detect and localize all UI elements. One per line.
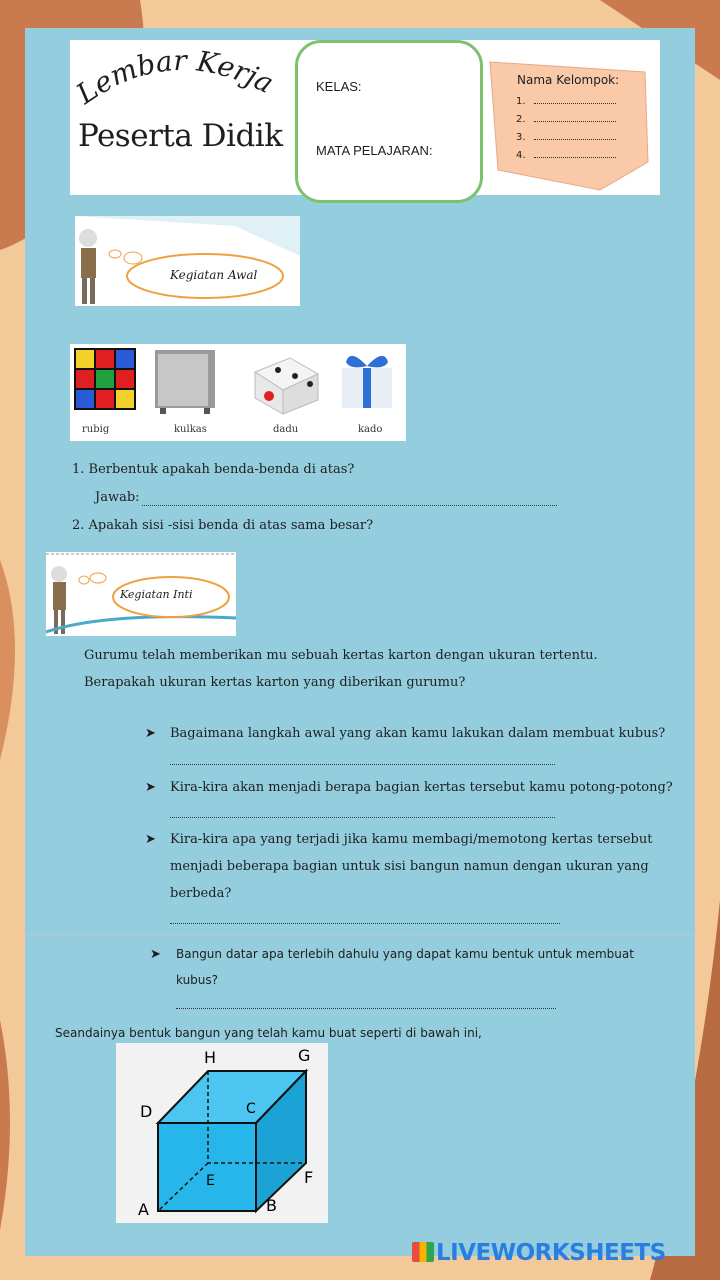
bullet-3-answer-field[interactable] xyxy=(170,923,560,924)
bullet-1: Bagaimana langkah awal yang akan kamu lakukan dalam membuat kubus? xyxy=(170,726,666,741)
title-line1: Lembar Kerja xyxy=(70,43,279,111)
bullet-3-line-3: berbeda? xyxy=(170,886,232,901)
vertex-g: G xyxy=(298,1046,311,1065)
bullet-2-answer-field[interactable] xyxy=(170,817,555,818)
object-label-rubig: rubig xyxy=(82,424,110,435)
liveworksheets-logo: LIVEWORKSHEETS xyxy=(412,1240,666,1266)
fridge-icon xyxy=(155,350,215,414)
vertex-e: E xyxy=(206,1173,215,1189)
class-info-box xyxy=(295,40,483,203)
group-member-4[interactable]: 4. xyxy=(516,150,616,161)
object-label-kado: kado xyxy=(358,424,383,435)
group-title: Nama Kelompok: xyxy=(517,73,620,87)
worksheet-header xyxy=(70,40,660,195)
cube-figure xyxy=(116,1043,328,1223)
intro-line-2: Berapakah ukuran kertas karton yang diberikan gurumu? xyxy=(84,675,466,690)
bullet-arrow-icon: ➤ xyxy=(145,780,156,795)
bullet-arrow-icon: ➤ xyxy=(145,726,156,741)
vertex-f: F xyxy=(304,1168,314,1187)
question-1: 1. Berbentuk apakah benda-benda di atas? xyxy=(72,462,355,477)
bullet-3-line-1: Kira-kira apa yang terjadi jika kamu membagi/memotong kertas tersebut xyxy=(170,832,653,847)
vertex-h: H xyxy=(204,1048,217,1067)
kegiatan-awal-banner xyxy=(75,216,300,306)
vertex-c: C xyxy=(246,1101,256,1117)
object-label-dadu: dadu xyxy=(273,424,299,435)
group-member-2[interactable]: 2. xyxy=(516,114,616,125)
bullet-4-line-2: kubus? xyxy=(176,973,219,987)
kegiatan-awal-label: Kegiatan Awal xyxy=(170,268,258,282)
kegiatan-inti-banner xyxy=(46,552,236,636)
bullet-4-answer-field[interactable] xyxy=(176,1008,556,1009)
closing-sentence: Seandainya bentuk bangun yang telah kamu buat seperti di bawah ini, xyxy=(55,1026,482,1040)
bullet-3-line-2: menjadi beberapa bagian untuk sisi bangun namun dengan ukuran yang xyxy=(170,859,649,874)
thinking-man-icon xyxy=(75,216,300,306)
question-2: 2. Apakah sisi -sisi benda di atas sama besar? xyxy=(72,518,374,533)
logo-mark-icon xyxy=(412,1242,434,1262)
bullet-arrow-icon: ➤ xyxy=(145,832,156,847)
section-divider xyxy=(25,934,695,935)
intro-line-1: Gurumu telah memberikan mu sebuah kertas karton dengan ukuran tertentu. xyxy=(84,648,598,663)
title-arc xyxy=(70,40,300,130)
kegiatan-inti-label: Kegiatan Inti xyxy=(120,588,193,601)
answer-label: Jawab: xyxy=(95,490,140,505)
svg-text:Lembar Kerja xyxy=(70,44,279,111)
vertex-a: A xyxy=(138,1200,149,1219)
answer-1-field[interactable] xyxy=(142,505,557,506)
object-label-kulkas: kulkas xyxy=(174,424,207,435)
mapel-label: MATA PELAJARAN: xyxy=(316,143,433,158)
bullet-arrow-icon: ➤ xyxy=(150,947,161,962)
gift-icon xyxy=(342,356,392,408)
bullet-1-answer-field[interactable] xyxy=(170,764,555,765)
cube-picture xyxy=(116,1043,328,1223)
vertex-b: B xyxy=(266,1196,277,1215)
bullet-2: Kira-kira akan menjadi berapa bagian kertas tersebut kamu potong-potong? xyxy=(170,780,673,795)
group-member-1[interactable]: 1. xyxy=(516,96,616,107)
dice-icon xyxy=(255,358,318,414)
bullet-4-line-1: Bangun datar apa terlebih dahulu yang dapat kamu bentuk untuk membuat xyxy=(176,947,634,961)
title-line2: Peserta Didik xyxy=(78,118,283,154)
objects-picture xyxy=(70,344,406,441)
kelas-label: KELAS: xyxy=(316,79,362,94)
vertex-d: D xyxy=(140,1102,153,1121)
group-member-3[interactable]: 3. xyxy=(516,132,616,143)
rubiks-cube-icon xyxy=(75,349,135,409)
